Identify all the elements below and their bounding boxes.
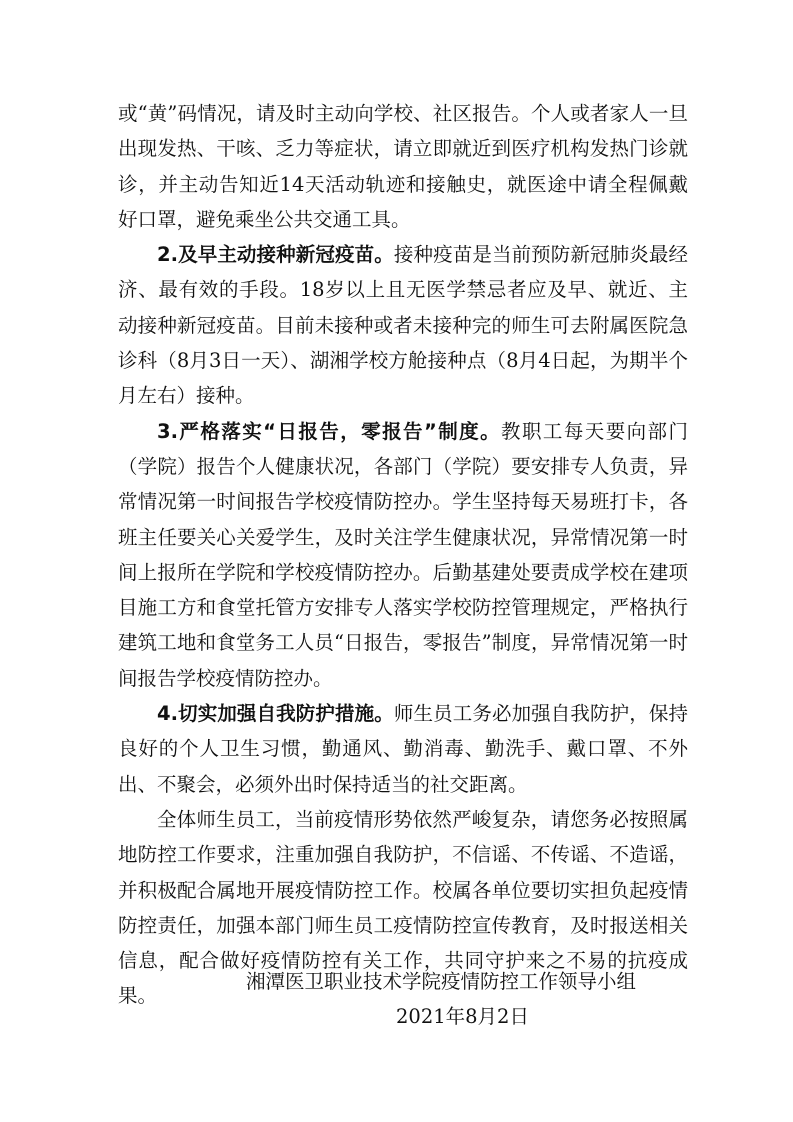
intro-paragraph: 或“黄”码情况，请及时主动向学校、社区报告。个人或者家人一旦出现发热、干咳、乏力等症状，请立即就近到医疗机构发热门诊就诊，并主动告知近14天活动轨迹和接触史，就医途中请全程佩戴好口罩，避免乘坐公共交通工具。 bbox=[118, 102, 688, 231]
item-3-paragraph bbox=[118, 414, 688, 696]
closing-paragraph: 全体师生员工，当前疫情形势依然严峻复杂，请您务必按照属地防控工作要求，注重加强自我防护，不信谣、不传谣、不造谣，并积极配合属地开展疫情防控工作。校属各单位要切实担负起疫情防控责任，加强本部门师生员工疫情防控宣传教育，及时报送相关信息，配合做好疫情防控有关工作，共同守护来之不易的抗疫成果。 bbox=[118, 807, 688, 1008]
item-3-text: 教职工每天要向部门（学院）报告个人健康状况，各部门（学院）要安排专人负责，异常情况第一时间报告学校疫情防控办。学生坚持每天易班打卡，各班主任要关心关爱学生，及时关注学生健康状况，异常情况第一时间上报所在学院和学校疫情防控办。后勤基建处要责成学校在建项目施工方和食堂托管方安排专人落实学校防控管理规定，严格执行建筑工地和食堂务工人员“日报告，零报告”制度，异常情况第一时间报告学校疫情防控办。 bbox=[118, 419, 688, 690]
item-4-heading: 4.切实加强自我防护措施。 bbox=[157, 702, 394, 726]
signature-block bbox=[246, 964, 686, 1034]
item-4-paragraph bbox=[118, 696, 688, 802]
document-body bbox=[118, 96, 688, 1014]
item-4-text: 师生员工务必加强自我防护，保持良好的个人卫生习惯，勤通风、勤消毒、勤洗手、戴口罩、不外出、不聚会，必须外出时保持适当的社交距离。 bbox=[118, 702, 688, 796]
item-2-text: 接种疫苗是当前预防新冠肺炎最经济、最有效的手段。18岁以上且无医学禁忌者应及早、就近、主动接种新冠疫苗。目前未接种或者未接种完的师生可去附属医院急诊科（8月3日一天）、湖湘学校方舱接种点（8月4日起，为期半个月左右）接种。 bbox=[118, 243, 688, 408]
item-3-heading: 3.严格落实“日报告，零报告”制度。 bbox=[157, 419, 502, 443]
item-2-heading: 2.及早主动接种新冠疫苗。 bbox=[157, 243, 394, 267]
signature-date: 2021年8月2日 bbox=[396, 1005, 529, 1028]
item-2-paragraph bbox=[118, 237, 688, 413]
signature-organization: 湘潭医卫职业技术学院疫情防控工作领导小组 bbox=[246, 970, 637, 993]
